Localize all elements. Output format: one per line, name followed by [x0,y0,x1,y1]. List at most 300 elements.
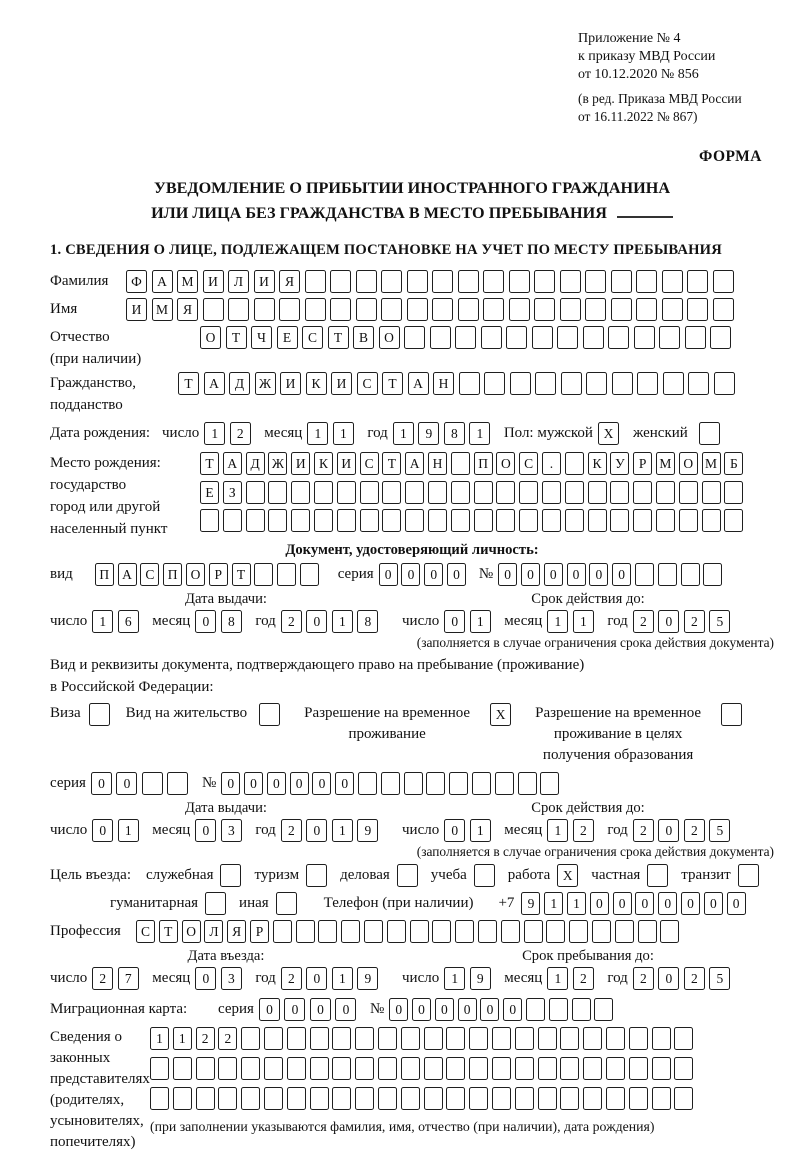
char-cell[interactable] [483,270,504,293]
char-cell[interactable]: К [588,452,607,475]
char-cell[interactable]: 1 [547,610,568,633]
char-cell[interactable] [332,1027,351,1050]
char-cell[interactable]: 0 [306,967,327,990]
char-cell[interactable]: С [136,920,155,943]
char-cell[interactable] [611,270,632,293]
char-cell[interactable] [515,1087,534,1110]
char-cell[interactable] [519,509,538,532]
char-cell[interactable] [432,920,451,943]
char-cell[interactable] [459,372,480,395]
char-cell[interactable] [381,270,402,293]
char-cell[interactable] [268,509,287,532]
char-cell[interactable] [629,1027,648,1050]
char-cell[interactable] [264,1057,283,1080]
char-cell[interactable]: 0 [379,563,398,586]
char-cell[interactable]: И [331,372,352,395]
char-cell[interactable]: Е [277,326,298,349]
char-cell[interactable] [633,509,652,532]
char-cell[interactable]: А [408,372,429,395]
char-cell[interactable]: 1 [332,819,353,842]
char-cell[interactable]: 2 [684,610,705,633]
char-cell[interactable]: 0 [704,892,723,915]
char-cell[interactable]: Н [433,372,454,395]
char-cell[interactable] [246,509,265,532]
char-cell[interactable] [150,1087,169,1110]
char-cell[interactable] [405,481,424,504]
char-cell[interactable]: 0 [259,998,280,1021]
char-cell[interactable] [173,1057,192,1080]
char-cell[interactable]: П [95,563,114,586]
char-cell[interactable]: 0 [312,772,331,795]
char-cell[interactable] [228,298,249,321]
char-cell[interactable]: Л [228,270,249,293]
char-cell[interactable] [246,481,265,504]
char-cell[interactable] [428,509,447,532]
char-cell[interactable] [451,452,470,475]
char-cell[interactable] [305,270,326,293]
char-cell[interactable] [332,1057,351,1080]
char-cell[interactable] [656,481,675,504]
char-cell[interactable]: 3 [221,819,242,842]
char-cell[interactable]: 0 [727,892,746,915]
char-cell[interactable] [310,1087,329,1110]
residence-permit-checkbox[interactable] [259,703,280,726]
char-cell[interactable] [561,372,582,395]
char-cell[interactable] [314,481,333,504]
char-cell[interactable] [496,509,515,532]
char-cell[interactable]: 8 [444,422,465,445]
char-cell[interactable] [588,509,607,532]
char-cell[interactable] [424,1057,443,1080]
char-cell[interactable] [142,772,163,795]
char-cell[interactable] [446,1087,465,1110]
char-cell[interactable]: 9 [357,967,378,990]
char-cell[interactable]: Р [250,920,269,943]
char-cell[interactable]: Т [178,372,199,395]
char-cell[interactable]: 1 [332,967,353,990]
char-cell[interactable] [519,481,538,504]
char-cell[interactable] [337,481,356,504]
char-cell[interactable] [469,1087,488,1110]
char-cell[interactable]: З [223,481,242,504]
char-cell[interactable] [663,372,684,395]
char-cell[interactable] [679,481,698,504]
char-cell[interactable] [277,563,296,586]
char-cell[interactable] [287,1057,306,1080]
char-cell[interactable] [612,372,633,395]
char-cell[interactable] [560,1057,579,1080]
char-cell[interactable] [410,920,429,943]
char-cell[interactable]: 0 [412,998,431,1021]
char-cell[interactable] [484,372,505,395]
char-cell[interactable] [560,270,581,293]
char-cell[interactable]: 1 [567,892,586,915]
char-cell[interactable]: 1 [333,422,354,445]
char-cell[interactable] [535,372,556,395]
char-cell[interactable]: М [152,298,173,321]
char-cell[interactable] [296,920,315,943]
char-cell[interactable] [407,298,428,321]
char-cell[interactable]: 2 [684,967,705,990]
char-cell[interactable]: Я [279,270,300,293]
char-cell[interactable] [615,920,634,943]
char-cell[interactable] [387,920,406,943]
char-cell[interactable] [455,920,474,943]
purpose-business-checkbox[interactable] [397,864,418,887]
char-cell[interactable] [674,1027,693,1050]
char-cell[interactable]: 0 [195,967,216,990]
char-cell[interactable] [588,481,607,504]
char-cell[interactable]: И [254,270,275,293]
char-cell[interactable] [405,509,424,532]
char-cell[interactable] [378,1027,397,1050]
char-cell[interactable] [583,1027,602,1050]
char-cell[interactable]: 0 [310,998,331,1021]
char-cell[interactable] [314,509,333,532]
purpose-tourism-checkbox[interactable] [306,864,327,887]
char-cell[interactable] [472,772,491,795]
char-cell[interactable] [594,998,613,1021]
char-cell[interactable] [652,1057,671,1080]
char-cell[interactable]: Е [200,481,219,504]
char-cell[interactable]: 1 [547,967,568,990]
char-cell[interactable]: . [542,452,561,475]
char-cell[interactable] [381,298,402,321]
char-cell[interactable] [310,1027,329,1050]
char-cell[interactable] [381,772,400,795]
char-cell[interactable]: И [291,452,310,475]
char-cell[interactable] [355,1027,374,1050]
char-cell[interactable] [714,372,735,395]
char-cell[interactable]: Т [232,563,251,586]
char-cell[interactable] [287,1087,306,1110]
char-cell[interactable]: А [204,372,225,395]
char-cell[interactable] [652,1027,671,1050]
char-cell[interactable]: Т [382,452,401,475]
char-cell[interactable]: С [302,326,323,349]
char-cell[interactable] [446,1027,465,1050]
char-cell[interactable] [318,920,337,943]
char-cell[interactable] [291,509,310,532]
char-cell[interactable]: 2 [281,967,302,990]
char-cell[interactable] [586,372,607,395]
char-cell[interactable] [713,270,734,293]
char-cell[interactable] [150,1057,169,1080]
char-cell[interactable]: 0 [92,819,113,842]
char-cell[interactable]: В [353,326,374,349]
char-cell[interactable] [483,298,504,321]
char-cell[interactable] [358,772,377,795]
char-cell[interactable]: 2 [281,610,302,633]
char-cell[interactable] [659,326,680,349]
char-cell[interactable]: 6 [118,610,139,633]
char-cell[interactable]: 2 [573,967,594,990]
char-cell[interactable]: А [405,452,424,475]
char-cell[interactable] [560,298,581,321]
char-cell[interactable] [173,1087,192,1110]
char-cell[interactable]: Т [328,326,349,349]
char-cell[interactable] [492,1057,511,1080]
char-cell[interactable]: 0 [681,892,700,915]
char-cell[interactable] [534,298,555,321]
char-cell[interactable] [305,298,326,321]
char-cell[interactable]: Д [246,452,265,475]
char-cell[interactable] [223,509,242,532]
char-cell[interactable]: 0 [389,998,408,1021]
char-cell[interactable]: 0 [480,998,499,1021]
char-cell[interactable] [428,481,447,504]
char-cell[interactable] [703,563,722,586]
char-cell[interactable] [356,298,377,321]
char-cell[interactable] [492,1087,511,1110]
visa-checkbox[interactable] [89,703,110,726]
char-cell[interactable] [636,270,657,293]
char-cell[interactable] [662,270,683,293]
char-cell[interactable]: 9 [521,892,540,915]
char-cell[interactable]: 0 [424,563,443,586]
char-cell[interactable]: 5 [709,967,730,990]
char-cell[interactable]: М [656,452,675,475]
char-cell[interactable] [469,1027,488,1050]
char-cell[interactable] [300,563,319,586]
char-cell[interactable] [515,1027,534,1050]
char-cell[interactable] [474,509,493,532]
char-cell[interactable]: 2 [633,610,654,633]
char-cell[interactable]: О [496,452,515,475]
char-cell[interactable]: Р [633,452,652,475]
char-cell[interactable] [635,563,654,586]
char-cell[interactable]: С [140,563,159,586]
char-cell[interactable]: 2 [684,819,705,842]
char-cell[interactable] [330,298,351,321]
char-cell[interactable] [449,772,468,795]
char-cell[interactable] [430,326,451,349]
char-cell[interactable] [549,998,568,1021]
char-cell[interactable] [688,372,709,395]
char-cell[interactable] [634,326,655,349]
char-cell[interactable] [509,298,530,321]
char-cell[interactable] [658,563,677,586]
char-cell[interactable] [674,1087,693,1110]
char-cell[interactable] [637,372,658,395]
char-cell[interactable] [685,326,706,349]
char-cell[interactable]: 0 [635,892,654,915]
char-cell[interactable]: Т [226,326,247,349]
char-cell[interactable] [687,298,708,321]
char-cell[interactable] [330,270,351,293]
char-cell[interactable] [560,1027,579,1050]
char-cell[interactable]: Ч [251,326,272,349]
purpose-study-checkbox[interactable] [474,864,495,887]
char-cell[interactable] [451,481,470,504]
char-cell[interactable] [501,920,520,943]
char-cell[interactable] [662,298,683,321]
char-cell[interactable]: 0 [458,998,477,1021]
char-cell[interactable] [264,1087,283,1110]
char-cell[interactable] [268,481,287,504]
char-cell[interactable] [382,509,401,532]
char-cell[interactable]: Т [159,920,178,943]
char-cell[interactable] [200,509,219,532]
char-cell[interactable] [404,772,423,795]
char-cell[interactable]: О [182,920,201,943]
purpose-transit-checkbox[interactable] [738,864,759,887]
sex-male-checkbox[interactable]: X [598,422,619,445]
char-cell[interactable] [724,481,743,504]
char-cell[interactable]: Д [229,372,250,395]
char-cell[interactable]: 1 [118,819,139,842]
char-cell[interactable]: 0 [267,772,286,795]
char-cell[interactable] [203,298,224,321]
char-cell[interactable]: 2 [633,967,654,990]
char-cell[interactable] [378,1057,397,1080]
char-cell[interactable]: 1 [393,422,414,445]
char-cell[interactable] [407,270,428,293]
char-cell[interactable]: 0 [444,610,465,633]
char-cell[interactable] [451,509,470,532]
char-cell[interactable]: 7 [118,967,139,990]
purpose-private-checkbox[interactable] [647,864,668,887]
char-cell[interactable] [585,298,606,321]
char-cell[interactable] [560,1087,579,1110]
char-cell[interactable]: К [314,452,333,475]
char-cell[interactable]: 5 [709,819,730,842]
char-cell[interactable] [534,270,555,293]
char-cell[interactable] [542,481,561,504]
char-cell[interactable]: И [337,452,356,475]
char-cell[interactable] [638,920,657,943]
char-cell[interactable]: А [152,270,173,293]
char-cell[interactable] [518,772,537,795]
char-cell[interactable] [273,920,292,943]
char-cell[interactable]: 0 [658,892,677,915]
char-cell[interactable] [565,452,584,475]
char-cell[interactable] [481,326,502,349]
char-cell[interactable]: П [163,563,182,586]
char-cell[interactable]: 1 [544,892,563,915]
char-cell[interactable] [469,1057,488,1080]
char-cell[interactable] [687,270,708,293]
char-cell[interactable] [218,1057,237,1080]
char-cell[interactable] [532,326,553,349]
char-cell[interactable]: А [118,563,137,586]
char-cell[interactable]: 0 [447,563,466,586]
char-cell[interactable]: 8 [221,610,242,633]
char-cell[interactable]: С [357,372,378,395]
char-cell[interactable] [610,509,629,532]
char-cell[interactable]: 0 [435,998,454,1021]
char-cell[interactable] [629,1087,648,1110]
purpose-other-checkbox[interactable] [276,892,297,915]
char-cell[interactable] [629,1057,648,1080]
char-cell[interactable]: 3 [221,967,242,990]
char-cell[interactable] [546,920,565,943]
char-cell[interactable] [401,1027,420,1050]
char-cell[interactable]: Б [724,452,743,475]
char-cell[interactable] [458,298,479,321]
temp-residence-checkbox[interactable]: X [490,703,511,726]
char-cell[interactable] [610,481,629,504]
char-cell[interactable]: 9 [357,819,378,842]
char-cell[interactable] [241,1057,260,1080]
char-cell[interactable]: П [474,452,493,475]
char-cell[interactable]: 0 [498,563,517,586]
char-cell[interactable] [355,1057,374,1080]
char-cell[interactable] [291,481,310,504]
char-cell[interactable] [432,270,453,293]
char-cell[interactable]: 1 [307,422,328,445]
char-cell[interactable] [310,1057,329,1080]
char-cell[interactable]: 8 [357,610,378,633]
temp-residence-edu-checkbox[interactable] [721,703,742,726]
char-cell[interactable] [702,481,721,504]
char-cell[interactable]: 1 [150,1027,169,1050]
char-cell[interactable] [424,1027,443,1050]
char-cell[interactable] [606,1027,625,1050]
char-cell[interactable]: 0 [444,819,465,842]
char-cell[interactable]: У [610,452,629,475]
char-cell[interactable] [583,326,604,349]
char-cell[interactable] [167,772,188,795]
char-cell[interactable]: 0 [613,892,632,915]
char-cell[interactable] [633,481,652,504]
char-cell[interactable] [565,509,584,532]
char-cell[interactable] [569,920,588,943]
char-cell[interactable]: О [200,326,221,349]
char-cell[interactable]: 0 [284,998,305,1021]
char-cell[interactable] [583,1057,602,1080]
char-cell[interactable]: 2 [573,819,594,842]
char-cell[interactable]: Т [200,452,219,475]
char-cell[interactable]: 1 [332,610,353,633]
char-cell[interactable]: Ф [126,270,147,293]
char-cell[interactable]: 0 [544,563,563,586]
char-cell[interactable]: 2 [230,422,251,445]
char-cell[interactable] [254,298,275,321]
char-cell[interactable]: 1 [469,422,490,445]
char-cell[interactable] [446,1057,465,1080]
char-cell[interactable] [585,270,606,293]
char-cell[interactable] [515,1057,534,1080]
char-cell[interactable] [355,1087,374,1110]
char-cell[interactable] [506,326,527,349]
char-cell[interactable]: 2 [92,967,113,990]
char-cell[interactable] [241,1087,260,1110]
char-cell[interactable] [572,998,591,1021]
char-cell[interactable]: И [280,372,301,395]
char-cell[interactable]: О [379,326,400,349]
char-cell[interactable] [478,920,497,943]
char-cell[interactable]: М [177,270,198,293]
char-cell[interactable] [424,1087,443,1110]
char-cell[interactable]: 1 [470,610,491,633]
char-cell[interactable] [432,298,453,321]
char-cell[interactable]: 9 [470,967,491,990]
char-cell[interactable]: 0 [658,819,679,842]
char-cell[interactable] [196,1087,215,1110]
char-cell[interactable] [360,481,379,504]
char-cell[interactable]: 0 [91,772,112,795]
char-cell[interactable]: И [126,298,147,321]
char-cell[interactable]: 1 [547,819,568,842]
char-cell[interactable] [341,920,360,943]
char-cell[interactable]: С [519,452,538,475]
char-cell[interactable] [702,509,721,532]
char-cell[interactable] [458,270,479,293]
char-cell[interactable]: 0 [221,772,240,795]
char-cell[interactable]: Н [428,452,447,475]
char-cell[interactable]: 1 [92,610,113,633]
